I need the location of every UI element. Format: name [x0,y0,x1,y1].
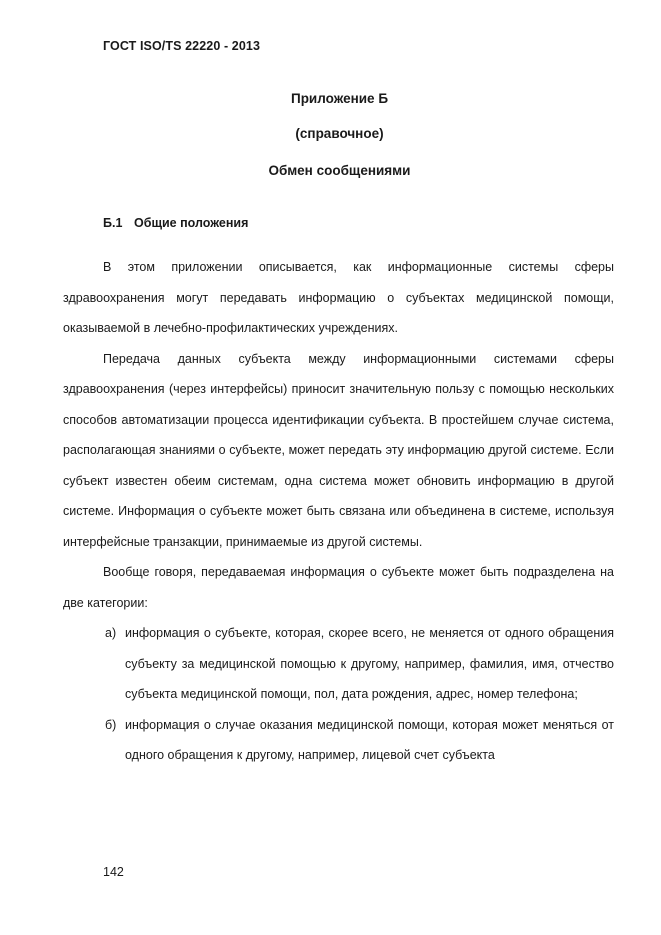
list-marker: б) [105,717,117,732]
section-number: Б.1 [103,216,123,230]
list-item-text: информация о случае оказания медицинской помощи, которая может меняться от одного обращения к другому, например, лицевой счет субъекта [125,717,614,762]
list-item [105,710,614,771]
appendix-subject: Обмен сообщениями [268,163,411,178]
list-item [105,618,614,710]
list-item-text: информация о субъекте, которая, скорее всего, не меняется от одного обращения субъекту за медицинской помощью к другому, например, фамилия, имя, отчество субъекта медицинской помощи, пол, дата рождения, адрес, номер телефона; [125,626,614,701]
document-header: ГОСТ ISO/TS 22220 - 2013 [103,39,260,53]
document-body [63,252,614,771]
paragraph: Вообще говоря, передаваемая информация о субъекте может быть подразделена на две категории: [63,565,614,610]
list-marker: а) [105,626,117,640]
appendix-kind: (справочное) [295,126,384,141]
section-title: Общие положения [134,216,249,230]
section-heading [103,216,248,230]
appendix-title: Приложение Б [290,91,389,106]
paragraph: В этом приложении описывается, как информационные системы сферы здравоохранения могут передавать информацию о субъектах медицинской помощи, оказываемой в лечебно-профилактических учреждениях. [63,260,614,335]
page-number: 142 [103,865,124,879]
paragraph: Передача данных субъекта между информационными системами сферы здравоохранения (через интерфейсы) приносит значительную пользу с помощью нескольких способов автоматизации процесса идентификации субъекта. В простейшем случае система, располагающая знаниями о субъекте, может передать эту информацию другой системе. Если субъект известен обеим системам, одна система может обновить информацию в другой системе. Информация о субъекте может быть связана или объединена в системе, используя интерфейсные транзакции, принимаемые из другой системы. [63,351,614,549]
